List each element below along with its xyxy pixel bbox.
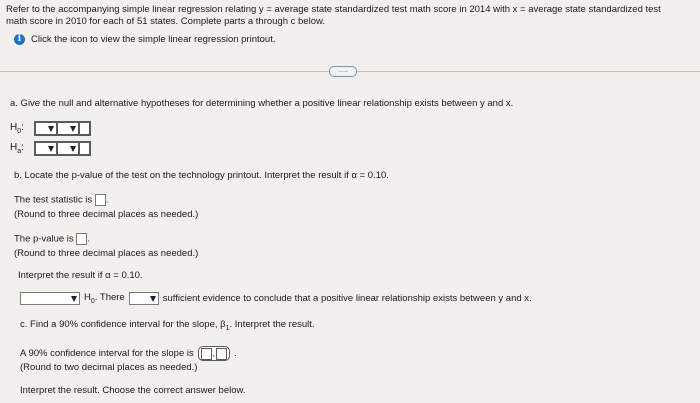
chevron-down-icon bbox=[150, 296, 156, 302]
intro-line-1: Refer to the accompanying simple linear regression relating y = average state standardized test math score in 2014 with x = average state standardized test bbox=[6, 4, 661, 15]
ci-label: A 90% confidence interval for the slope is bbox=[20, 348, 194, 359]
intro-line-2: math score in 2010 for each of 51 states. Complete parts a through c below. bbox=[6, 16, 325, 27]
test-statistic-row: The test statistic is . bbox=[14, 194, 109, 206]
chevron-down-icon bbox=[70, 146, 76, 152]
alternative-hypothesis-row bbox=[10, 141, 91, 156]
part-b-question: b. Locate the p-value of the test on the technology printout. Interpret the result if α = 0.10. bbox=[14, 170, 389, 181]
p-value-row: The p-value is . bbox=[14, 233, 90, 245]
h0-value-input[interactable] bbox=[79, 122, 90, 135]
chevron-down-icon bbox=[48, 146, 54, 152]
ci-hint: (Round to two decimal places as needed.) bbox=[20, 362, 198, 373]
p-value-label: The p-value is bbox=[14, 233, 74, 245]
interpret-row bbox=[20, 292, 532, 305]
ci-upper-input[interactable] bbox=[216, 348, 227, 360]
p-value-input[interactable] bbox=[76, 233, 87, 245]
part-a-question: a. Give the null and alternative hypotheses for determining whether a positive linear relationship exists between y and x. bbox=[10, 98, 514, 109]
interpret-choose-text: Interpret the result. Choose the correct answer below. bbox=[20, 385, 246, 396]
sufficient-evidence-text: sufficient evidence to conclude that a positive linear relationship exists between y and x. bbox=[162, 293, 532, 304]
info-row[interactable] bbox=[14, 34, 275, 45]
ha-operator-select[interactable] bbox=[57, 142, 79, 155]
part-c-question: c. Find a 90% confidence interval for the slope, $\beta_1$. Interpret the result. bbox=[20, 319, 315, 332]
p-value-hint: (Round to three decimal places as needed.) bbox=[14, 248, 199, 259]
chevron-down-icon bbox=[71, 296, 77, 302]
confidence-interval-row: A 90% confidence interval for the slope is , . bbox=[20, 348, 237, 359]
chevron-down-icon bbox=[70, 126, 76, 132]
h0-input-group bbox=[34, 121, 91, 136]
h0-operator-select[interactable] bbox=[57, 122, 79, 135]
null-hypothesis-row bbox=[10, 121, 91, 136]
ci-comma: , bbox=[212, 349, 215, 358]
problem-intro bbox=[6, 4, 661, 28]
h0-label: $H_0$: bbox=[10, 122, 24, 135]
ha-parameter-select[interactable] bbox=[35, 142, 57, 155]
reject-decision-select[interactable] bbox=[20, 292, 80, 305]
ha-value-input[interactable] bbox=[79, 142, 90, 155]
test-statistic-input[interactable] bbox=[95, 194, 106, 206]
ci-lower-input[interactable] bbox=[201, 348, 212, 360]
chevron-down-icon bbox=[48, 126, 54, 132]
ha-input-group bbox=[34, 141, 91, 156]
interpret-label: Interpret the result if α = 0.10. bbox=[18, 270, 143, 281]
info-link-text[interactable]: Click the icon to view the simple linear regression printout. bbox=[31, 34, 276, 45]
h0-interpret-text: $H_0$. There bbox=[84, 292, 125, 305]
evidence-select[interactable] bbox=[129, 292, 159, 305]
info-icon[interactable]: i bbox=[14, 34, 25, 45]
ha-label: $H_a$: bbox=[10, 142, 24, 155]
ci-input-group bbox=[198, 346, 230, 361]
test-statistic-hint: (Round to three decimal places as needed.) bbox=[14, 209, 199, 220]
test-statistic-label: The test statistic is bbox=[14, 194, 93, 206]
expand-button[interactable]: ..... bbox=[329, 66, 357, 77]
h0-parameter-select[interactable] bbox=[35, 122, 57, 135]
